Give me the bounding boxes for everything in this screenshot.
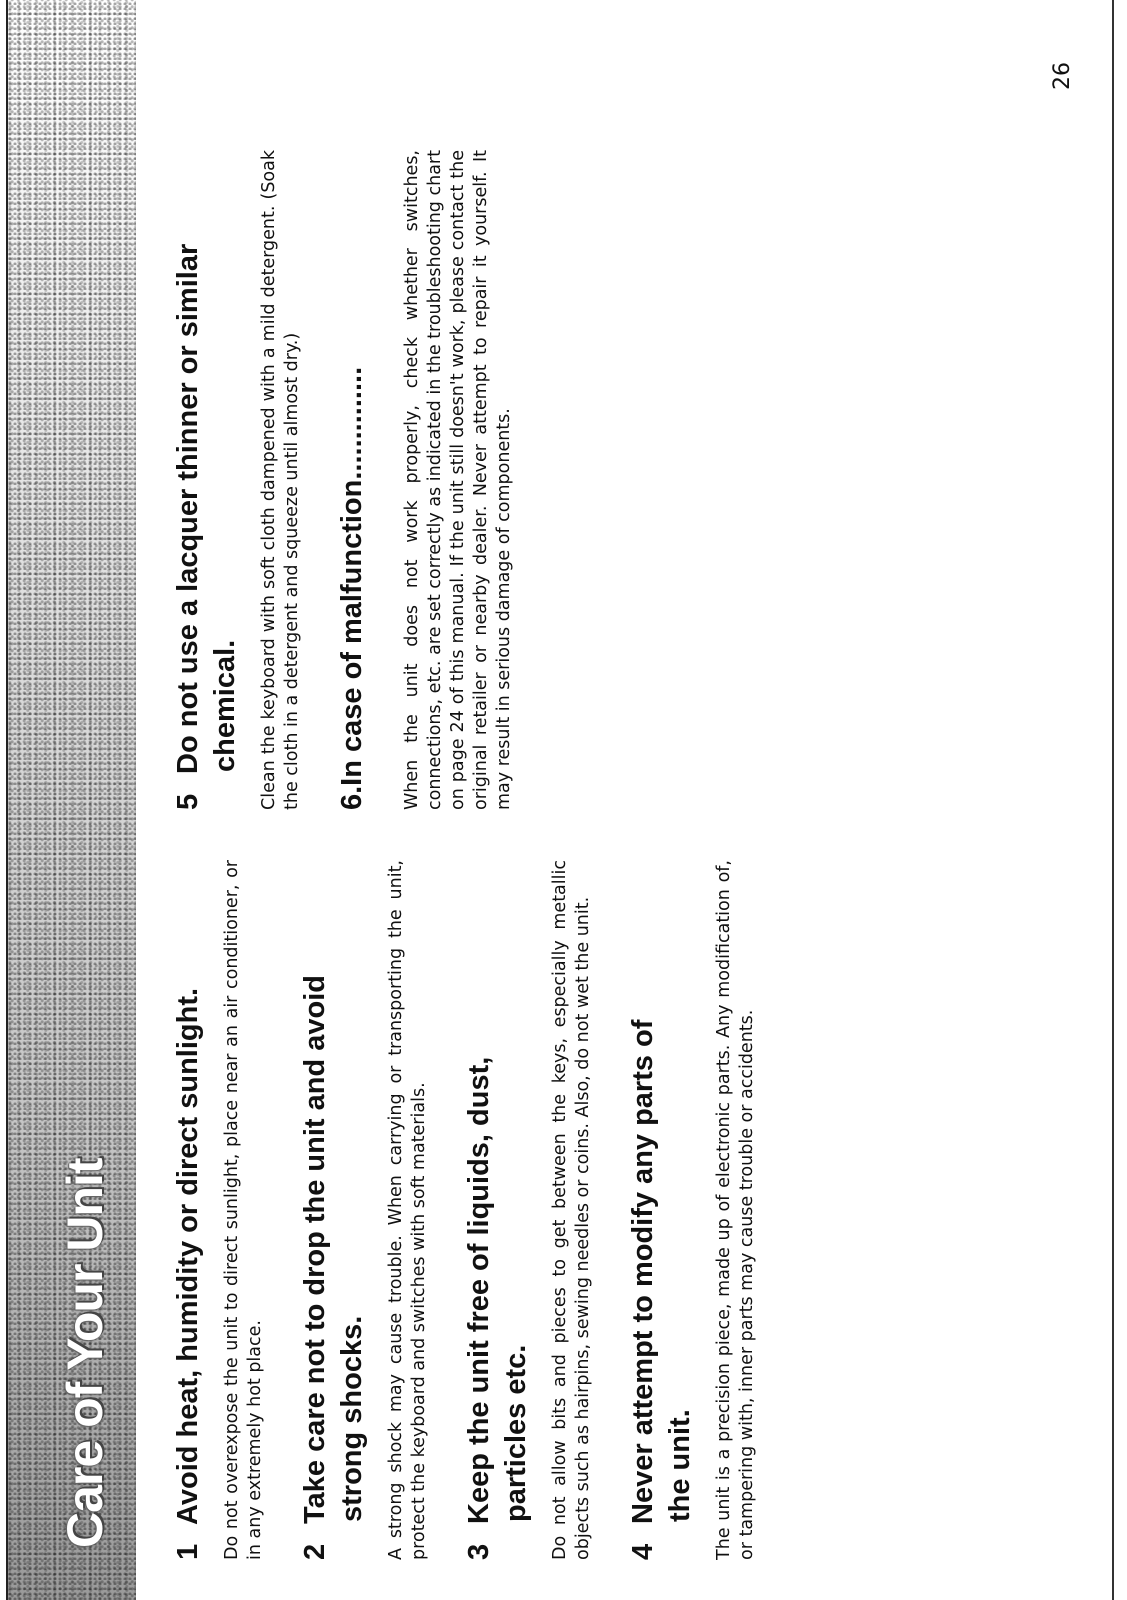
bottom-rule xyxy=(1112,0,1114,1600)
section-2 xyxy=(297,860,431,1560)
heading-text: In case of malfunction.............. xyxy=(336,366,368,786)
section-body: Clean the keyboard with soft cloth dampened with a mild detergent. (Soak the cloth in a detergent and squeeze until almost dry.) xyxy=(259,150,302,810)
heading-text: Avoid heat, humidity or direct sunlight. xyxy=(172,987,204,1526)
page-number: 26 xyxy=(1050,62,1075,90)
heading-text: Never attempt to modify any parts of xyxy=(627,1019,659,1524)
section-heading xyxy=(461,860,535,1560)
section-heading xyxy=(170,150,244,810)
heading-continuation: chemical. xyxy=(209,639,241,772)
right-column xyxy=(170,150,546,810)
section-body: When the unit does not work properly, check whether switches, connections, etc. are set correctly as indicated in the troubleshooting chart on page 24 of this manual. If the unit still doesn't work, please contact the original retailer or nearby dealer. Never attempt to repair it yourself. It may result in serious damage of components. xyxy=(402,150,514,810)
section-body: The unit is a precision piece, made up of electronic parts. Any modification of, or tampering with, inner parts may cause trouble or accidents. xyxy=(714,860,757,1560)
section-number: 3 xyxy=(463,1543,495,1560)
section-4 xyxy=(625,860,759,1560)
section-heading xyxy=(170,860,207,1560)
section-number: 2 xyxy=(299,1543,331,1560)
section-heading xyxy=(297,860,371,1560)
section-number: 1 xyxy=(172,1543,204,1560)
section-6 xyxy=(334,150,516,810)
section-heading xyxy=(334,150,371,810)
section-number: 4 xyxy=(627,1543,659,1560)
section-3 xyxy=(461,860,595,1560)
heading-continuation: the unit. xyxy=(664,1409,696,1522)
section-body: A strong shock may cause trouble. When carrying or transporting the unit, protect the keyboard and switches with soft materials. xyxy=(386,860,429,1560)
heading-text: Keep the unit free of liquids, dust, xyxy=(463,1056,495,1524)
page-title: Care of Your Unit xyxy=(57,1158,113,1548)
heading-continuation: particles etc. xyxy=(500,1344,532,1522)
title-banner xyxy=(8,0,136,1600)
section-number: 5 xyxy=(172,793,204,810)
section-body: Do not overexpose the unit to direct sunlight, place near an air conditioner, or in any extremely hot place. xyxy=(222,860,265,1560)
section-5 xyxy=(170,150,304,810)
section-number: 6. xyxy=(336,785,368,810)
left-column xyxy=(170,860,789,1560)
section-1 xyxy=(170,860,267,1560)
heading-text: Do not use a lacquer thinner or similar xyxy=(172,243,204,774)
section-body: Do not allow bits and pieces to get between the keys, especially metallic objects such as hairpins, sewing needles or coins. Also, do not wet the unit. xyxy=(550,860,593,1560)
heading-continuation: strong shocks. xyxy=(336,1315,368,1522)
section-heading xyxy=(625,860,699,1560)
heading-text: Take care not to drop the unit and avoid xyxy=(299,975,331,1524)
